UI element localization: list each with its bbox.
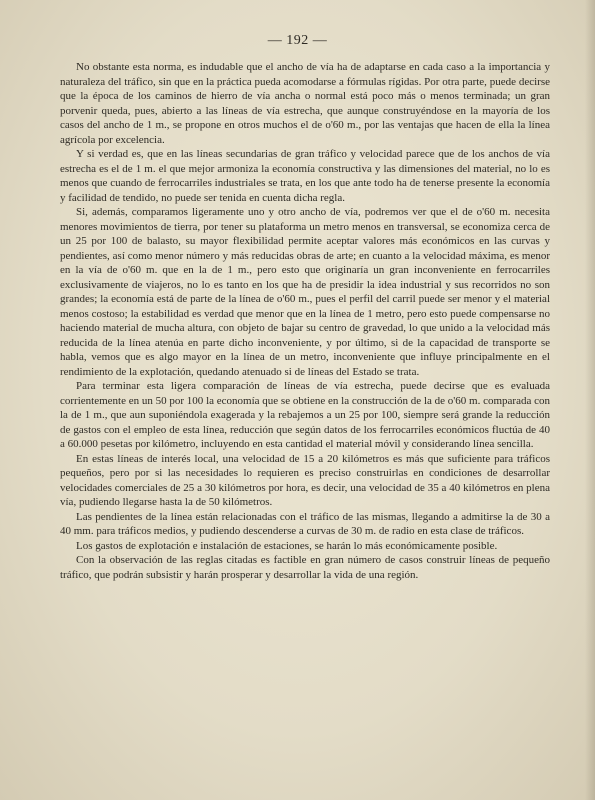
paragraph: No obstante esta norma, es indudable que el ancho de vía ha de adaptarse en cada caso a la importancia y naturaleza del tráfico, sin que en la práctica pueda acomodarse a fórmulas rígidas. Por otra parte, puede decirse que la época de los caminos de hierro de vía ancha o normal está poco más o menos terminada; un gran porvenir queda, pues, abierto a las líneas de vía estrecha, que aunque construyéndose en la mayoría de los casos del ancho de 1 m., se propone en otros muchos el de o'60 m., por las ventajas que hacen de ella la línea agrícola por excelencia.	[60, 61, 550, 146]
paragraph: Para terminar esta ligera comparación de líneas de vía estrecha, puede decirse que es evaluada corrientemente en un 50 por 100 la economía que se obtiene en la construcción de la de o'60 m. comparada con la de 1 m., que aun suponiéndola exagerada y la rebajemos a un 25 por 100, siempre será grande la reducción de gastos con el empleo de esta línea, reducción que según datos de los ferrocarriles económicos fluctúa de 40 a 60.000 pesetas por kilómetro, incluyendo en esta cantidad el material móvil y considerando línea sencilla.	[60, 380, 550, 450]
paragraph: Los gastos de explotación e instalación de estaciones, se harán lo más económicamente posible.	[76, 539, 498, 552]
page-edge-shadow	[585, 0, 595, 800]
paragraph: Y si verdad es, que en las líneas secundarias de gran tráfico y velocidad parece que de los anchos de vía estrecha es el de 1 m. el que mejor armoniza la economía constructiva y las dimensiones del material, no lo es menos que cuando de ferrocarriles industriales se trata, en los que ante todo ha de tenerse presente la economía y facilidad de tendido, no puede ser tenida en cuenta dicha regla.	[60, 148, 550, 204]
paragraph: Con la observación de las reglas citadas es factible en gran número de casos construir líneas de pequeño tráfico, que podrán subsistir y harán prosperar y desarrollar la vida de una región.	[60, 554, 550, 581]
page-number: — 192 —	[267, 33, 328, 48]
paragraph: En estas líneas de interés local, una velocidad de 15 a 20 kilómetros es más que suficiente para tráficos pequeños, pero por si las necesidades lo requieren es preciso construirlas en condiciones de desarrollar velocidades comerciales de 25 a 30 kilómetros por hora, es decir, una velocidad de 35 a 40 kilómetros en plena vía, pudiendo llegarse hasta la de 50 kilómetros.	[60, 452, 550, 508]
paragraph: Las pendientes de la línea están relacionadas con el tráfico de las mismas, llegando a admitirse la de 30 a 40 mm. para tráficos medios, y pudiendo descenderse a curvas de 30 m. de radio en esta clase de tráficos.	[60, 510, 550, 537]
body-text	[60, 60, 550, 582]
paragraph: Si, además, comparamos ligeramente uno y otro ancho de vía, podremos ver que el de o'60 m. necesita menores movimientos de tierra, por tener su plataforma un metro menos en transversal, se economiza cerca de un 25 por 100 de balasto, su mayor flexibilidad permite aceptar valores más económicos en las curvas y pendientes, así como menor número y más reducidas obras de arte; en cuanto a la velocidad máxima, es menor en la vía de o'60 m. que en la de 1 m., pero esto que originaría un gran inconveniente en ferrocarriles exclusivamente de viajeros, no lo es tanto en los que ha de presidir la idea industrial y sus recorridos no son grandes; la economía está de parte de la línea de o'60 m., pues el perfil del carril puede ser menor y el material menos costoso; la estabilidad es verdad que menor que en la línea de 1 metro, pero esto puede compensarse no haciendo material de mucha altura, con objeto de bajar su centro de gravedad, lo que unido a la velocidad más reducida de la línea atenúa en parte dicho inconveniente, y por último, si de la capacidad de transporte se habla, vemos que es algo mayor en la línea de un metro, inconveniente que influye principalmente en el rendimiento de la explotación, quedando atenuado si de líneas del Estado se trata.	[60, 206, 550, 378]
